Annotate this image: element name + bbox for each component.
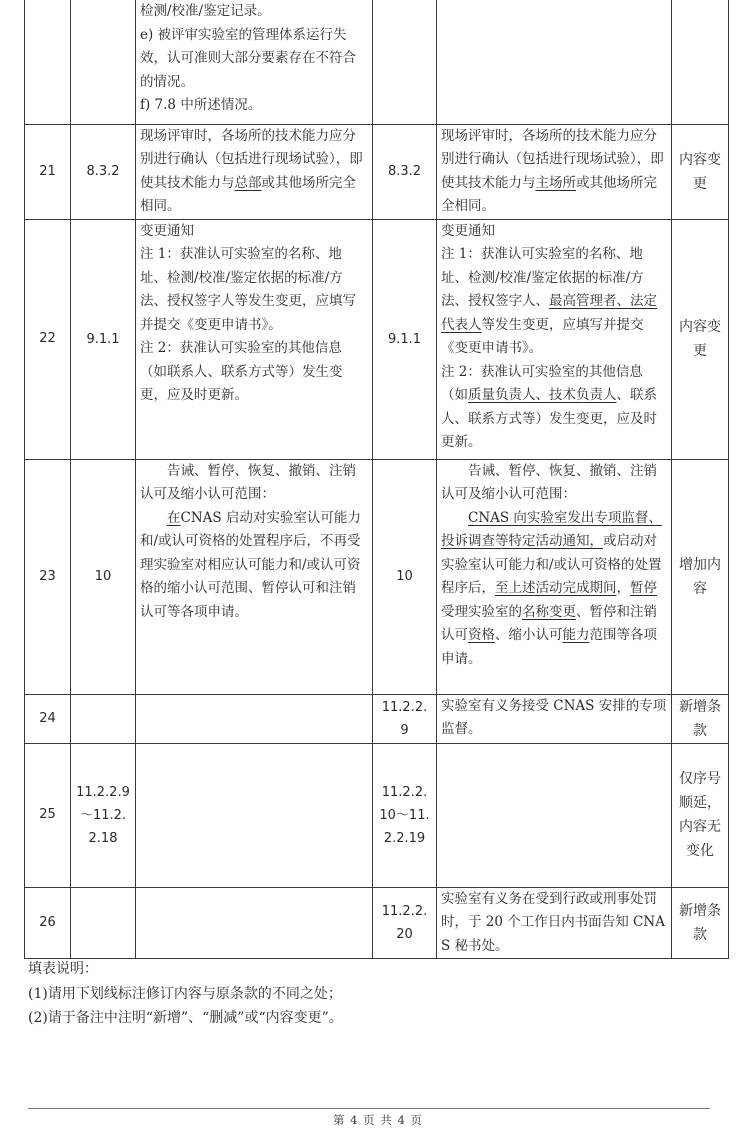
text-segment: 或其他场所完全相同。 [140,174,356,214]
new-clause-text [437,459,672,694]
text-segment: 注 2：获准认可实验室的其他信息（如联系人、联系方式等）发生变更，应及时更新。 [140,340,343,403]
revised-text: 总部 [234,174,262,191]
new-text-paragraph [441,220,667,244]
instruction-item-2: (2)请于备注中注明“新增”、“删减”或“内容变更”。 [28,1010,343,1026]
text-segment: 变更通知 [140,222,194,239]
instruction-item-1: (1)请用下划线标注修订内容与原条款的不同之处； [28,985,342,1002]
new-clause-text [437,743,672,887]
new-clause-number [373,0,437,124]
old-clause-number: 9.1.1 [71,219,136,459]
row-number: 23 [25,459,71,694]
old-clause-text [136,219,373,459]
old-clause-number [71,694,136,743]
revised-text: 主场所 [535,174,576,191]
old-clause-text [136,887,373,959]
new-clause-number: 11.2.2.10～11.2.2.19 [373,743,437,887]
old-clause-text [136,124,373,219]
old-clause-number [71,887,136,959]
new-text-paragraph [441,460,667,507]
text-segment: 检测/校准/鉴定记录。 [140,3,271,19]
table-row [25,694,729,743]
old-text-paragraph [140,507,368,625]
text-segment: e) 被评审实验室的管理体系运行失效，认可准则大部分要素存在不符合的情况。 [140,26,356,90]
change-note: 内容变更 [672,124,729,219]
change-note: 仅序号顺延，内容无变化 [672,743,729,887]
text-segment: 、暂停和注销认可 [441,603,657,643]
revised-text: 名称变更 [522,603,576,620]
revised-text: 在 [167,509,181,526]
change-note: 内容变更 [672,219,729,459]
row-number: 25 [25,743,71,887]
old-clause-number [71,0,136,124]
text-segment: 等发生变更，应填写并提交《变更申请书》。 [441,316,644,356]
instructions-title: 填表说明： [28,961,98,977]
table-row [25,887,729,959]
new-clause-number: 8.3.2 [373,124,437,219]
new-clause-number: 11.2.2.20 [373,887,437,959]
table-row [25,124,729,219]
new-text-paragraph [441,695,667,742]
new-text-paragraph [441,888,667,959]
text-segment: 、联系人、联系方式等）发生变更，应及时更新。 [441,387,657,450]
table-body [25,0,729,959]
change-note [672,0,729,124]
revised-text: 至上述活动完成期间 [495,580,617,596]
text-segment: 、缩小认可 [495,627,563,643]
row-number: 24 [25,694,71,743]
old-clause-number: 11.2.2.9～11.2.2.18 [71,743,136,887]
text-segment: 或其他场所完全相同。 [441,174,657,214]
text-segment: 注 1：获准认可实验室的名称、地址、检测/校准/鉴定依据的标准/方法、授权签字人、 [441,246,644,309]
text-segment: 实验室有义务接受 CNAS 安排的专项监督。 [441,697,667,737]
text-segment: CNAS 启动对实验室认可能力和/或认可资格的处置程序后，不再受理实验室对相应认可能力和/或认可资格的缩小认可范围、暂停认可和注销认可等各项申请。 [140,509,361,620]
fill-instructions [28,957,343,1031]
old-clause-number: 10 [71,459,136,694]
text-segment: ， [616,580,630,596]
text-segment: 范围等各项申请。 [441,627,657,667]
revised-text: 最高管理者、法定代表人 [441,293,657,333]
change-note: 增加内容 [672,459,729,694]
revised-text: 质量负责人、技术负责人 [468,387,617,403]
old-text-paragraph [140,125,368,219]
old-clause-text [136,694,373,743]
change-note: 新增条款 [672,887,729,959]
text-segment: 变更通知 [441,222,495,239]
table-row [25,219,729,459]
text-segment: f) 7.8 中所述情况。 [140,97,262,113]
text-segment: 或启动对实验室认可能力和/或认可资格的处置程序后， [441,533,662,596]
old-text-paragraph [140,0,368,24]
change-note: 新增条款 [672,694,729,743]
text-segment: 注 1：获准认可实验室的名称、地址、检测/校准/鉴定依据的标准/方法、授权签字人等发生变更，应填写并提交《变更申请书》。 [140,246,356,333]
old-text-paragraph [140,460,368,507]
footer-divider [28,1108,710,1109]
new-clause-number: 11.2.2.9 [373,694,437,743]
old-text-paragraph [140,24,368,95]
revised-text: 资格 [468,627,495,643]
text-segment: 受理实验室的 [441,603,522,620]
new-clause-text [437,887,672,959]
row-number [25,0,71,124]
table-row [25,459,729,694]
old-text-paragraph [140,243,368,337]
text-segment: 现场评审时，各场所的技术能力应分别进行确认（包括进行现场试验），即使其技术能力与 [441,127,664,191]
text-segment: 现场评审时，各场所的技术能力应分别进行确认（包括进行现场试验），即使其技术能力与 [140,127,363,191]
new-text-paragraph [441,361,667,455]
revised-text: 能力 [562,627,590,643]
text-segment: 注 2：获准认可实验室的其他信息（如 [441,363,643,403]
old-clause-text [136,459,373,694]
new-clause-text [437,0,672,124]
table-row [25,743,729,887]
revised-text: 暂停 [630,580,657,596]
new-clause-number: 10 [373,459,437,694]
text-segment: 告诫、暂停、恢复、撤销、注销认可及缩小认可范围： [441,462,657,502]
old-clause-text [136,743,373,887]
row-number: 22 [25,219,71,459]
page-number: 第 4 页 共 4 页 [333,1113,423,1127]
new-clause-text [437,124,672,219]
old-clause-text [136,0,373,124]
new-text-paragraph [441,125,667,219]
revised-text: CNAS 向实验室发出专项监督、投诉调查等特定活动通知， [441,509,662,549]
table-row [25,0,729,124]
new-text-paragraph [441,243,667,361]
text-segment: 告诫、暂停、恢复、撤销、注销认可及缩小认可范围： [140,462,356,502]
text-segment: 实验室有义务在受到行政或刑事处罚时，于 20 个工作日内书面告知 CNAS 秘书处。 [441,890,665,954]
new-clause-text [437,694,672,743]
new-text-paragraph [441,507,667,672]
old-text-paragraph [140,94,368,118]
old-clause-number: 8.3.2 [71,124,136,219]
old-text-paragraph [140,337,368,408]
new-clause-number: 9.1.1 [373,219,437,459]
row-number: 26 [25,887,71,959]
row-number: 21 [25,124,71,219]
old-text-paragraph [140,220,368,244]
revision-comparison-table [24,0,729,959]
new-clause-text [437,219,672,459]
